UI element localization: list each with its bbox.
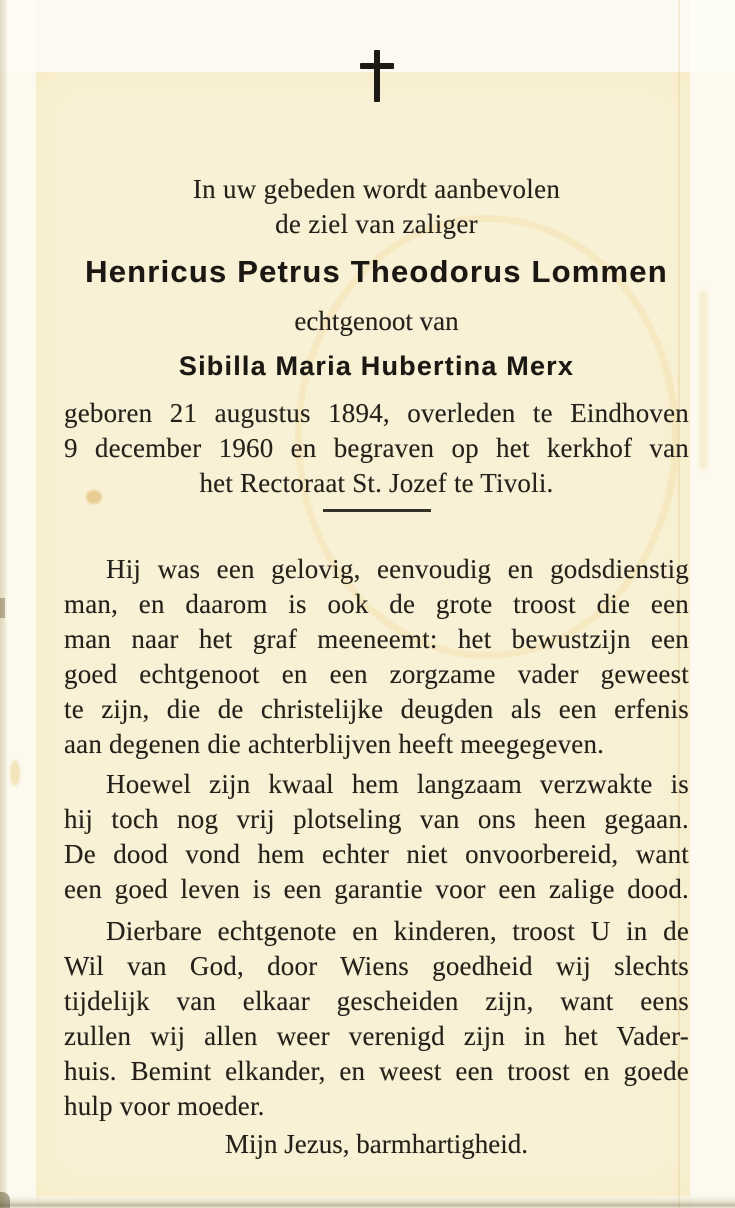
intro-text: [64, 172, 689, 242]
cross-icon: [360, 50, 394, 102]
section-divider: [323, 509, 431, 512]
paragraph-line: te zijn, die de christelijke deugden als een erfenis: [64, 694, 689, 724]
eulogy-paragraph: [64, 767, 689, 907]
paragraph-line: man naar het graf meeneemt: het bewustzijn een: [64, 624, 689, 654]
card-content: [0, 50, 735, 1161]
paragraph-line: goed echtgenoot en een zorgzame vader geweest: [64, 659, 689, 689]
paragraph-line: aan degenen die achterblijven heeft meegegeven.: [64, 729, 605, 759]
paragraph-line: tijdelijk van elkaar gescheiden zijn, want eens: [64, 986, 689, 1016]
paragraph-line: een goed leven is een garantie voor een zalige dood.: [64, 874, 689, 904]
closing-prayer: Mijn Jezus, barmhartigheid.: [225, 1129, 528, 1159]
life-dates-line: 9 december 1960 en begraven op het kerkhof van: [64, 433, 689, 463]
eulogy-paragraph: [64, 552, 689, 762]
corner-shadow: [0, 1192, 10, 1208]
paragraph-line: huis. Bemint elkander, en weest een troost en goede: [64, 1056, 689, 1086]
paragraph-line: Hij was een gelovig, eenvoudig en godsdienstig: [106, 554, 689, 584]
paragraph-line: man, en daarom is ook de grote troost die een: [64, 589, 689, 619]
paragraph-line: De dood vond hem echter niet onvoorbereid, want: [64, 839, 689, 869]
paragraph-line: zullen wij allen weer verenigd zijn in het Vader-: [64, 1021, 689, 1051]
deceased-name: Henricus Petrus Theodorus Lommen: [85, 254, 668, 289]
intro-line: de ziel van zaliger: [275, 209, 478, 239]
life-dates: [64, 396, 689, 501]
card-edge-bottom: [0, 1196, 735, 1208]
paragraph-line: Hoewel zijn kwaal hem langzaam verzwakte is: [106, 769, 689, 799]
spouse-name: Sibilla Maria Hubertina Merx: [178, 351, 575, 381]
paragraph-line: hij toch nog vrij plotseling van ons heen gegaan.: [64, 804, 689, 834]
life-dates-line: geboren 21 augustus 1894, overleden te Eindhoven: [64, 398, 689, 428]
intro-line: In uw gebeden wordt aanbevolen: [192, 174, 561, 204]
eulogy-paragraph: [64, 914, 689, 1124]
relation-label: echtgenoot van: [294, 306, 459, 336]
life-dates-line: het Rectoraat St. Jozef te Tivoli.: [199, 468, 554, 498]
paragraph-line: hulp voor moeder.: [64, 1091, 265, 1121]
paragraph-line: Wil van God, door Wiens goedheid wij slechts: [64, 951, 689, 981]
paragraph-line: Dierbare echtgenote en kinderen, troost U in de: [106, 916, 689, 946]
